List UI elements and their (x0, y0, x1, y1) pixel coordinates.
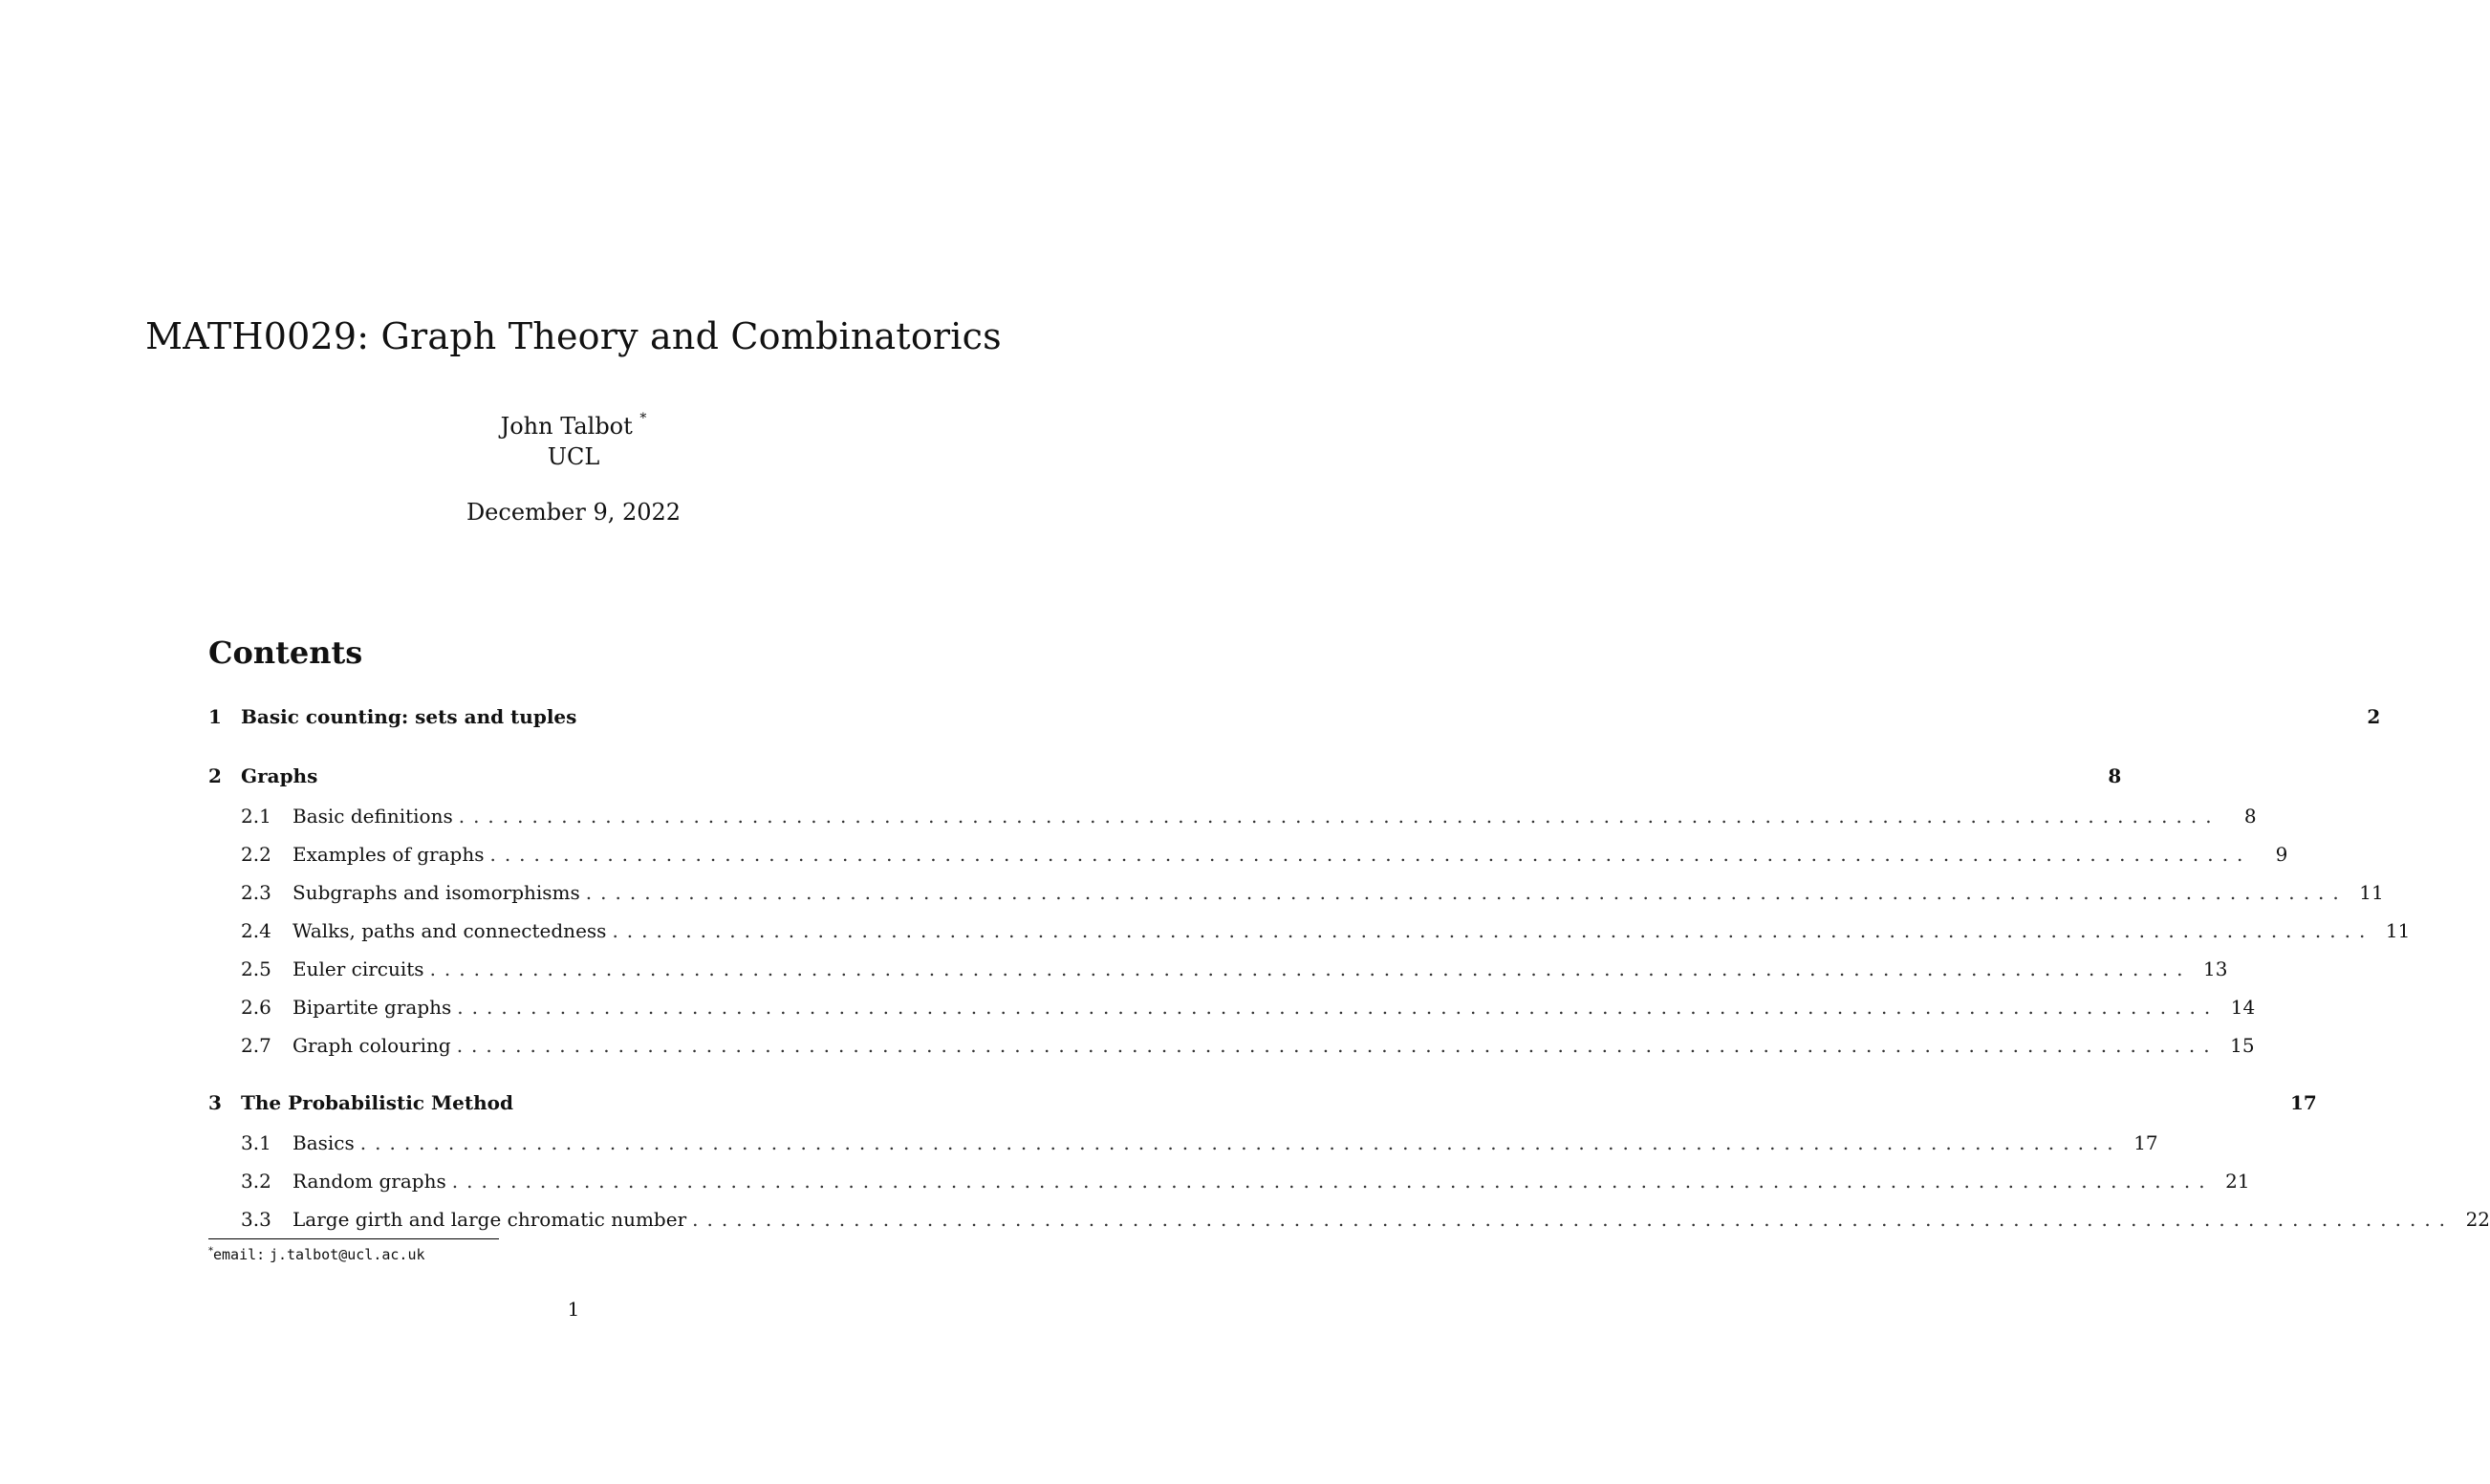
toc-subsection-entry[interactable] (208, 950, 2228, 988)
toc-entry-label[interactable]: Basics (292, 1131, 360, 1154)
toc-entry-label[interactable]: Graph colouring (292, 1034, 457, 1057)
toc-entry-number: 2.3 (241, 881, 271, 904)
toc-entry-label[interactable]: Subgraphs and isomorphisms (292, 881, 586, 904)
toc-subsection-entry[interactable] (208, 797, 2257, 835)
affiliation: UCL (547, 443, 600, 470)
toc-entry-label[interactable]: Basic counting: sets and tuples (241, 705, 582, 728)
toc-section-entry[interactable] (208, 755, 2122, 797)
toc-entry-page[interactable]: 17 (2290, 1091, 2317, 1114)
toc-subsection-entry[interactable] (208, 1200, 2490, 1238)
toc-entry-number: 3.2 (241, 1170, 271, 1193)
author-name: John Talbot (500, 413, 633, 440)
toc-subsection-entry[interactable] (208, 835, 2288, 873)
toc-entry-label[interactable]: Euler circuits (292, 957, 430, 980)
toc-entry-label[interactable]: Examples of graphs (292, 843, 489, 866)
toc-subsection-entry[interactable] (208, 912, 2411, 950)
toc-entry-page[interactable]: 22 (2465, 1208, 2490, 1231)
page-number: 1 (567, 1298, 580, 1321)
toc-leader-dots: ........................................................................................................................ (612, 919, 2374, 942)
footnote-mark: * (208, 1246, 213, 1257)
toc-subsection-entry[interactable] (208, 988, 2256, 1026)
toc-entry-label[interactable]: Graphs (241, 764, 323, 787)
footnote-prefix: email: (213, 1246, 266, 1263)
toc-subsection-entry[interactable] (208, 1124, 2158, 1162)
toc-entry-label[interactable]: Large girth and large chromatic number (292, 1208, 692, 1231)
toc-entry-page[interactable]: 15 (2230, 1034, 2255, 1057)
toc-section-entry[interactable] (208, 1082, 2317, 1124)
toc-entry-page[interactable]: 9 (2275, 843, 2288, 866)
toc-entry-label[interactable]: Bipartite graphs (292, 996, 457, 1019)
toc-subsection-entry[interactable] (208, 873, 2384, 912)
toc-entry-number: 2 (208, 764, 222, 787)
toc-leader-dots: ........................................................................................................................ (489, 843, 2252, 866)
toc-leader-dots: ........................................................................................................................ (451, 1170, 2214, 1193)
toc-leader-dots: ........................................................................................................................ (458, 805, 2220, 828)
toc-entry-page[interactable]: 2 (2367, 705, 2381, 728)
toc-leader-dots: ........................................................................................................................ (457, 996, 2219, 1019)
toc-entry-page[interactable]: 17 (2133, 1131, 2158, 1154)
toc-leader-dots: ........................................................................................................................ (429, 957, 2192, 980)
toc-entry-page[interactable]: 11 (2385, 919, 2411, 942)
toc-entry-label[interactable]: Random graphs (292, 1170, 452, 1193)
toc-entry-page[interactable]: 21 (2225, 1170, 2250, 1193)
toc-entry-number: 1 (208, 705, 222, 728)
toc-entry-number: 3.3 (241, 1208, 271, 1231)
toc-section-entry[interactable] (208, 696, 2381, 738)
toc-entry-label[interactable]: Basic definitions (292, 805, 459, 828)
footnote-email[interactable]: j.talbot@ucl.ac.uk (269, 1246, 425, 1263)
toc-entry-number: 2.7 (241, 1034, 271, 1057)
author-line (0, 403, 1147, 441)
toc-entry-page[interactable]: 8 (2243, 805, 2257, 828)
toc-entry-number: 3.1 (241, 1131, 271, 1154)
toc-entry-page[interactable]: 14 (2230, 996, 2256, 1019)
document-title: MATH0029: Graph Theory and Combinatorics (145, 315, 1002, 357)
toc-subsection-entry[interactable] (208, 1026, 2255, 1065)
toc-entry-number: 2.1 (241, 805, 271, 828)
document-date: December 9, 2022 (466, 499, 682, 526)
footnote (208, 1246, 425, 1263)
toc-entry-page[interactable]: 11 (2359, 881, 2384, 904)
toc-entry-label[interactable]: The Probabilistic Method (241, 1091, 519, 1114)
author-block (0, 403, 1147, 472)
contents-heading: Contents (208, 634, 363, 671)
toc-entry-number: 2.6 (241, 996, 271, 1019)
toc-entry-number: 2.4 (241, 919, 271, 942)
footnote-rule (208, 1238, 499, 1239)
toc-leader-dots: ........................................................................................................................ (692, 1208, 2455, 1231)
toc-leader-dots: ........................................................................................................................ (585, 881, 2348, 904)
toc-leader-dots: ........................................................................................................................ (359, 1131, 2122, 1154)
toc-entry-number: 2.2 (241, 843, 271, 866)
toc-entry-page[interactable]: 13 (2203, 957, 2228, 980)
toc-entry-number: 2.5 (241, 957, 271, 980)
toc-entry-number: 3 (208, 1091, 222, 1114)
toc-entry-page[interactable]: 8 (2108, 764, 2122, 787)
toc-subsection-entry[interactable] (208, 1162, 2250, 1200)
toc-leader-dots: ........................................................................................................................ (456, 1034, 2219, 1057)
table-of-contents (208, 696, 2490, 1238)
footnote-marker[interactable]: * (639, 411, 647, 426)
toc-entry-label[interactable]: Walks, paths and connectedness (292, 919, 612, 942)
